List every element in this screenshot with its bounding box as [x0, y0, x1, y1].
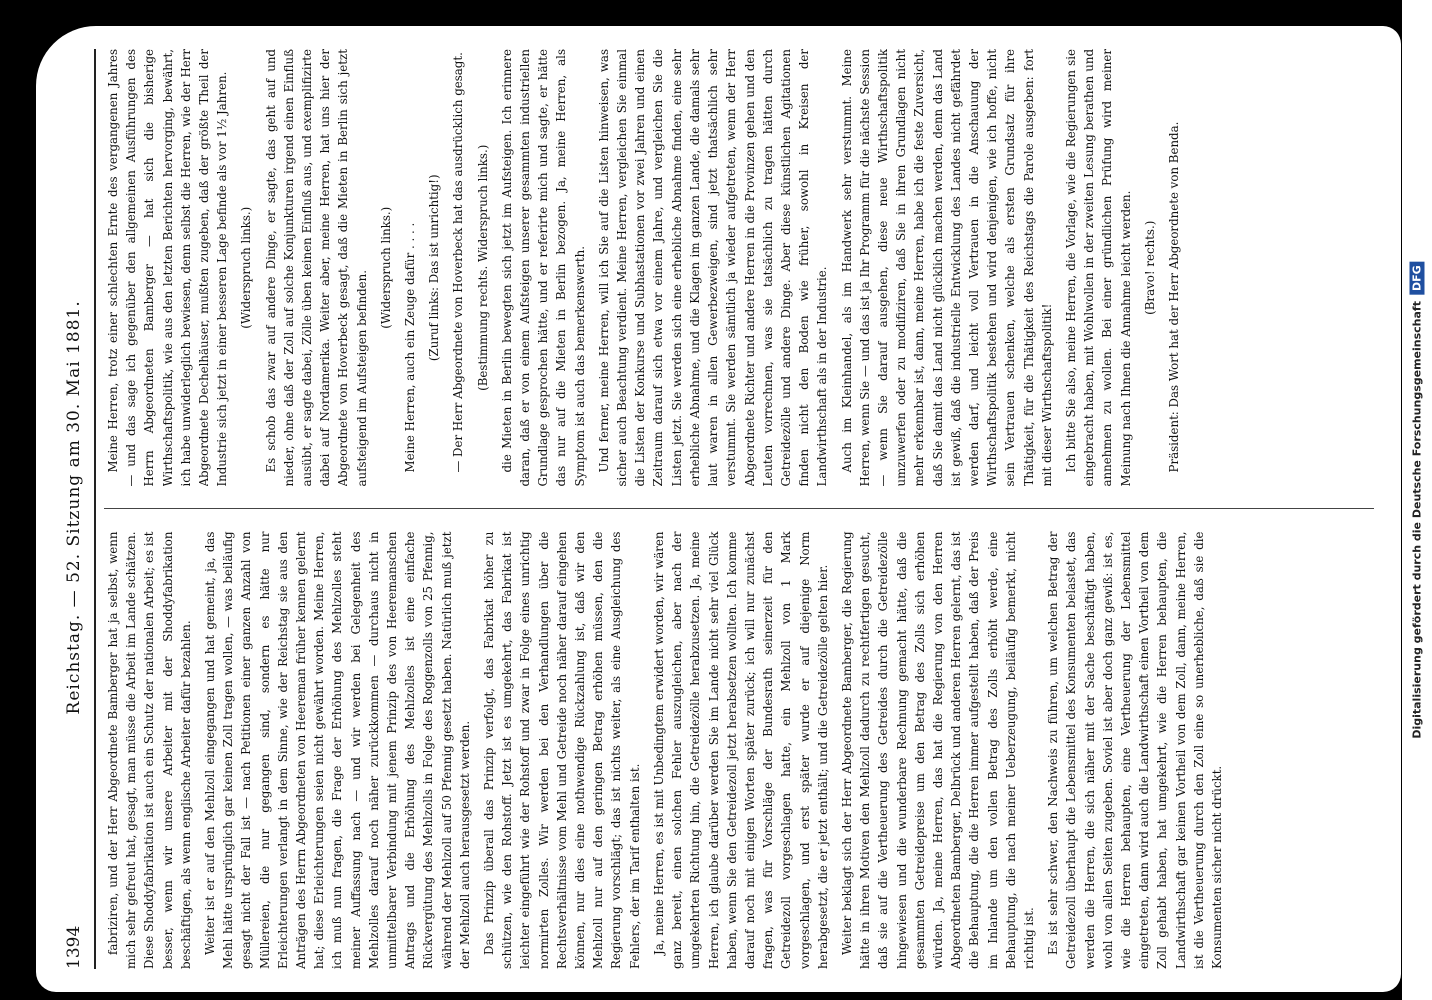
paragraph: Es schob das zwar auf andere Dinge, er sagte, das geht auf und nieder, ohne daß der Zoll auf solche Konjunkturen irgend einen Einfluß ausübt, er sagte dabei, Zölle üben keinen Einfluß aus, und exemplifizirte dabei auf Nordamerika. Weiter aber, meine Herren, hat uns hier der Abgeordnete von Hoverbeck gesagt, daß die Mieten in Berlin sich jetzt aufsteigend im Aufsteigen befinden.: [263, 49, 369, 487]
left-column: [104, 532, 1374, 970]
rotated-page-content: [54, 39, 1384, 979]
paragraph: Es ist sehr schwer, den Nachweis zu führen, um welchen Betrag der Getreidezoll überhaupt die Lebensmittel des Konsumenten belastet, das werden die Herren, die sich näher mit der Sache beschäftigt haben, wohl von allen Seiten zugeben. Soviel ist aber doch ganz gewiß: ist es, wie die Herren behaupten, eine Vertheuerung der Lebensmittel eingetreten, dann wird auch die Landwirthschaft einen Vortheil von dem Zoll gehabt haben, hat umgekehrt, wie die Herren behaupten, die Landwirthschaft gar keinen Vortheil von dem Zoll, dann, meine Herren, ist die Vertheuerung durch den Zoll eine so unerhebliche, daß sie die Konsumenten sicher nicht drückt.: [1045, 531, 1224, 969]
paragraph: Weiter beklagt sich der Herr Abgeordnete Bamberger, die Regierung hätte in ihren Motiven den Mehlzoll dadurch zu rechtfertigen gesucht, daß sie auf die Vertheuerung des Getreides durch die Getreidezölle hingewiesen und die wunderbare Rechnung gemacht hätte, daß die gesammten Getreidepreise um den Betrag des Zolls sich erhöhen würden. Ja, meine Herren, das hat die Regierung von den Herren Abgeordneten Bamberger, Delbrück und anderen Herren gelernt, das ist die Behauptung, die die Herren immer aufgestellt haben, daß der Preis im Inlande um den vollen Betrag des Zolls erhöht werde, eine Behauptung, die nach meiner Ueberzeugung, beiläufig bemerkt, nicht richtig ist.: [839, 531, 1036, 969]
page-number: 1394: [63, 925, 84, 969]
dfg-credit-text: Digitalisierung gefördert durch die Deutsche Forschungsgemeinschaft: [1410, 301, 1424, 739]
text-columns: [104, 49, 1374, 969]
page-header: [54, 49, 96, 969]
interjection: (Zuruf links: Das ist unrichtig!): [426, 174, 441, 362]
page-title: Reichstag. — 52. Sitzung am 30. Mai 1881.: [63, 300, 84, 715]
dfg-credit-strip: [1402, 0, 1432, 1000]
interjection: (Bestimmung rechts. Widerspruch links.): [475, 144, 490, 391]
interjection: (Widerspruch links.): [378, 206, 393, 329]
paragraph: — Der Herr Abgeordnete von Hoverbeck hat das ausdrücklich gesagt.: [450, 52, 465, 473]
dfg-credit: [1410, 261, 1425, 738]
paragraph: Weiter ist er auf den Mehlzoll eingegangen und hat gemeint, ja, das Mehl hätte ursprünglich gar keinen Zoll tragen wollen, — was beiläufig gesagt nicht der Fall ist — nach Petitionen einer ganzen Anzahl von Müllereien, die nur gegangen sind, sondern es hätte nur Erleichterungen verlangt in dem Sinne, wie der Reichstag sie aus den Anträgen des Herrn Abgeordneten von Heereman früher kennen gelernt hat; diese Erleichterungen seien nicht gewährt worden. Meine Herren, ich muß nun fragen, die Frage der Erhöhung des Mehlzolles steht meiner Auffassung nach — und wir werden bei Gelegenheit des Mehlzolles darauf noch näher zurückkommen — durchaus nicht in unmittelbarer Verbindung mit jenem Prinzip des von Heeremanschen Antrags und die Erhöhung des Mehlzolles ist eine einfache Rückvergütung des Mehlzolls in Folge des Roggenzolls von 25 Pfennig, während der Mehlzoll auf 50 Pfennig gesetzt haben. Natürlich muß jetzt der Mehlzoll auch herausgesetzt werden.: [202, 531, 472, 969]
paragraph: fabriziren, und der Herr Abgeordnete Bamberger hat ja selbst, wenn mich sehr gefreut hat, gesagt, man müsse die Arbeit im Lande schätzen. Diese Shoddyfabrikation ist auch ein Schutz der nationalen Arbeit; es ist besser, wenn wir unsere Arbeiter mit der Shoddyfabrikation beschäftigen, als wenn englische Arbeiter dafür bezahlen.: [105, 531, 193, 969]
speaker-line: Präsident: Das Wort hat der Herr Abgeordnete von Benda.: [1166, 121, 1181, 473]
dfg-logo: DFG: [1410, 261, 1425, 295]
paragraph: Meine Herren, auch ein Zeuge dafür . . . .: [402, 222, 417, 473]
column-divider: [104, 509, 1374, 510]
interjection: (Widerspruch links.): [238, 206, 253, 329]
interjection: (Bravo! rechts.): [1142, 220, 1157, 315]
paragraph: Das Prinzip überall das Prinzip verfolgt, das Fabrikat höher zu schützen, wie den Rohstoff. Jetzt ist es umgekehrt, das Fabrikat ist leichter eingeführt wie der Rohstoff und zwar in Folge eines unrichtig normirten Zolles. Wir werden bei den Verhandlungen über die Rechtsverhältnisse vom Mehl und Getreide noch näher darauf eingehen können, nur dies eine nothwendige Rückzahlung ist, daß wir den Mehlzoll nur auf den geringen Betrag erhöhen müssen, den die Regierung vorschlägt; das ist nichts weiter, als eine Ausgleichung des Fehlers, der im Tarif enthalten ist.: [481, 531, 642, 969]
paragraph: Auch im Kleinhandel, als im Handwerk sehr verstummt. Meine Herren, wenn Sie — und das ist ja Ihr Programm für die nächste Session — wenn Sie darauf ausgehen, diese neue Wirthschaftspolitik umzuwerfen oder zu modifiziren, daß Sie in ihren Grundlagen nicht mehr erkennbar ist, dann, meine Herren, habe ich die feste Zuversicht, daß Sie damit das Land nicht glücklich machen werden, denn das Land ist gewiß, daß die industrielle Entwicklung des Landes nicht gefährdet werden darf, und leicht voll Vertrauen in die Anschauung der Wirthschaftspolitik bestehen und wird denjenigen, wie ich hoffe, nicht sein Vertrauen schenken, welche als ersten Grundsatz für ihre Thätigkeit, für die Thätigkeit des Reichstags die Parole ausgeben: fort mit dieser Wirthschaftspolitik!: [839, 49, 1054, 487]
paragraph: Ja, meine Herren, es ist mit Unbedingtem erwidert worden, wir wären ganz bereit, einen solchen Fehler auszugleichen, aber nach der umgekehrten Richtung hin, die Getreidezölle herabzusetzen. Ja, meine Herren, ich glaube darüber werden Sie im Lande nicht sehr viel Glück haben, wenn Sie den Getreidezoll jetzt herabsetzen wollten. Ich komme darauf noch mit einigen Worten später zurück; ich will nur zunächst fragen, was für Vorschläge der Bundesrath seinerzeit für den Getreidezoll vorgeschlagen hatte, ein Mehlzoll von 1 Mark vorgeschlagen, und erst später wurde er auf diejenige Norm herabgesetzt, die er jetzt enthält; und die Getreidezölle gelten hier.: [651, 531, 830, 969]
paragraph: die Mieten in Berlin bewegten sich jetzt im Aufsteigen. Ich erinnere daran, daß er von einem Aufsteigen unserer gesammten industriellen Grundlage gesprochen hätte, und er referirte mich und sagte, er hätte das nur auf die Mieten in Berlin bezogen. Ja, meine Herren, als Symptom ist auch das bemerkenswerth.: [499, 49, 587, 487]
paragraph: Und ferner, meine Herren, will ich Sie auf die Listen hinweisen, was sicher auch Beachtung verdient. Meine Herren, vergleichen Sie einmal die Listen der Konkurse und Subhastationen vor zwei Jahren und einen Zeitraum darauf sich etwa vor einem Jahre, und vergleichen Sie die Listen jetzt. Sie werden sich eine erhebliche Abnahme finden, eine sehr erhebliche Abnahme, und die Klagen im ganzen Lande, die damals sehr laut waren in allen Gewerbezweigen, sind jetzt thatsächlich sehr verstummt. Sie werden sämtlich ja wieder aufgetreten, wenn der Herr Abgeordnete Richter und andere Herren in die Provinzen gehen und den Leuten vorrechnen, was sie tatsächlich zu tragen hätten durch Getreidezölle und andere Dinge. Aber diese künstlichen Agitationen finden nicht den Boden wie früher, sowohl in Kreisen der Landwirthschaft als in der Industrie.: [596, 49, 829, 487]
paragraph: Meine Herren, trotz einer schlechten Ernte des vergangenen Jahres — und das sage ich gegenüber den allgemeinen Ausführungen des Herrn Abgeordneten Bamberger — hat sich die bisherige Wirthschaftspolitik, wie aus den letzten Berichten hervorging, bewährt, ich habe unwiderleglich bewiesen, denn selbst die Herren, wie der Herr Abgeordnete Dechelhäuser, mußten zugeben, daß der größte Theil der Industrie sich jetzt in einer besseren Lage befinde als vor 1½ Jahren.: [105, 49, 229, 487]
page-sheet: [36, 26, 1401, 992]
paragraph: Ich bitte Sie also, meine Herren, die Vorlage, wie die Regierungen sie eingebracht haben, mit Wohlwollen in der zweiten Lesung berathen und annehmen zu wollen. Bei einer gründlichen Prüfung wird meiner Meinung nach Ihnen die Annahme leicht werden.: [1063, 49, 1133, 487]
right-column: [104, 49, 1374, 487]
